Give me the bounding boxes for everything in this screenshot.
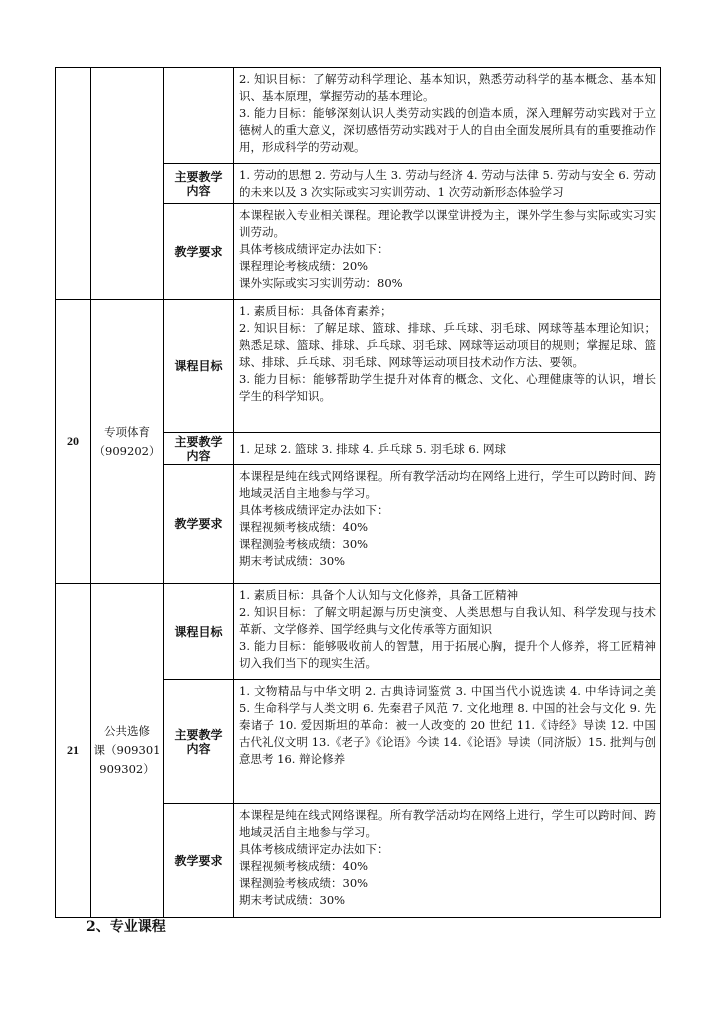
course-table: [55, 67, 661, 918]
requirement-line: 期末考试成绩：30%: [239, 554, 346, 568]
course-name: 专项体育: [104, 424, 150, 439]
main-content: [234, 433, 661, 465]
objective-line: 3. 能力目标：能够深刻认识人类劳动实践的创造本质，深入理解劳动实践对于立德树人的重大意义，深切感悟劳动实践对于人的自由全面发展所具有的重要推动作用，形成科学的劳动观。: [239, 106, 656, 154]
requirement-line: 课程测验考核成绩：30%: [239, 876, 369, 890]
main-content: [234, 680, 661, 804]
objectives-content: [234, 300, 661, 433]
content-label-cell: [164, 680, 234, 804]
requirements-label: 教学要求: [174, 853, 223, 868]
requirement-line: 课程视频考核成绩：40%: [239, 859, 369, 873]
objectives-content: [234, 68, 661, 164]
course-code: （909202）: [93, 443, 161, 458]
requirement-line: 本课程嵌入专业相关课程。理论教学以课堂讲授为主，课外学生参与实际或实习实训劳动。: [239, 208, 656, 239]
requirement-line: 课程测验考核成绩：30%: [239, 537, 369, 551]
requirements-content: [234, 204, 661, 300]
requirements-label-cell: [164, 204, 234, 300]
objective-line: 2. 知识目标：了解劳动科学理论、基本知识，熟悉劳动科学的基本概念、基本知识、基本原理，掌握劳动的基本理论。: [239, 72, 656, 103]
requirements-label: 教学要求: [174, 517, 223, 531]
content-label-cell: [164, 433, 234, 465]
objective-line: 1. 素质目标：具备个人认知与文化修养，具备工匠精神: [239, 588, 519, 602]
objectives-label: 课程目标: [174, 624, 223, 639]
course-number-cell: [56, 68, 91, 300]
requirements-label-cell: [164, 465, 234, 584]
content-line: 1. 劳动的思想 2. 劳动与人生 3. 劳动与经济 4. 劳动与法律 5. 劳动与安全 6. 劳动的未来以及 3 次实际或实习实训劳动、1 次劳动新形态体验学习: [239, 168, 656, 199]
objective-line: 2. 知识目标：了解足球、篮球、排球、乒乓球、羽毛球、网球等基本理论知识；熟悉足球、篮球、排球、乒乓球、羽毛球、网球等运动项目的规则；掌握足球、篮球、排球、乒乓球、羽毛球、网球等运动项目技术动作方法、要领。: [239, 321, 656, 369]
course-name-cell: [91, 68, 164, 300]
objective-line: 1. 素质目标：具备体育素养；: [239, 304, 392, 318]
course-code: 909302）: [99, 762, 155, 776]
content-label: 内容: [186, 741, 211, 756]
requirements-content: [234, 804, 661, 918]
course-number: 20: [67, 434, 79, 448]
requirement-line: 本课程是纯在线式网络课程。所有教学活动均在网络上进行，学生可以跨时间、跨地域灵活自主地参与学习。: [239, 469, 656, 500]
requirement-line: 课程理论考核成绩：20%: [239, 259, 369, 273]
table-row: [56, 68, 661, 164]
objective-line: 3. 能力目标：能够吸收前人的智慧，用于拓展心胸，提升个人修养，将工匠精神切入我们当下的现实生活。: [239, 639, 656, 670]
objective-line: 3. 能力目标：能够帮助学生提升对体育的概念、文化、心理健康等的认识，增长学生的科学知识。: [239, 372, 656, 403]
content-line: 1. 文物精品与中华文明 2. 古典诗词鉴赏 3. 中国当代小说选读 4. 中华诗词之美 5. 生命科学与人类文明 6. 先秦君子风范 7. 文化地理 8. 中国的社会与文化 9. 先秦诸子 10. 爱因斯坦的革命：被一人改变的 20 世纪 11.《诗经》导读 12. 中国古代礼仪文明 13.《老子》《论语》今读 14.《论语》导读（同济版）15. 批判与创意思考 16. 辩论修养: [239, 684, 656, 766]
requirement-line: 具体考核成绩评定办法如下：: [239, 503, 389, 517]
requirements-label: 教学要求: [174, 244, 223, 259]
objectives-label-cell: [164, 68, 234, 164]
course-number-cell: [56, 584, 91, 918]
section-heading: 2、专业课程: [86, 919, 166, 935]
requirement-line: 期末考试成绩：30%: [239, 893, 346, 907]
requirement-line: 课外实际或实习实训劳动：80%: [239, 276, 403, 290]
content-label-cell: [164, 164, 234, 204]
content-label: 内容: [186, 183, 211, 198]
requirement-line: 具体考核成绩评定办法如下：: [239, 842, 389, 856]
main-content: [234, 164, 661, 204]
content-label: 主要教学: [174, 727, 223, 742]
requirement-line: 课程视频考核成绩：40%: [239, 520, 369, 534]
course-name-cell: [91, 584, 164, 918]
course-number-cell: [56, 300, 91, 584]
content-label: 内容: [186, 448, 211, 463]
table-row: [56, 584, 661, 680]
course-name-cell: [91, 300, 164, 584]
course-name: 公共选修: [104, 724, 150, 738]
requirement-line: 本课程是纯在线式网络课程。所有教学活动均在网络上进行，学生可以跨时间、跨地域灵活自主地参与学习。: [239, 808, 656, 839]
objectives-label-cell: [164, 584, 234, 680]
objectives-label-cell: [164, 300, 234, 433]
table-row: [56, 300, 661, 433]
course-code: 课（909301: [93, 743, 161, 757]
requirements-label-cell: [164, 804, 234, 918]
objectives-label: 课程目标: [174, 359, 223, 373]
content-line: 1. 足球 2. 篮球 3. 排球 4. 乒乓球 5. 羽毛球 6. 网球: [239, 442, 507, 456]
requirement-line: 具体考核成绩评定办法如下：: [239, 242, 389, 256]
requirements-content: [234, 465, 661, 584]
content-label: 主要教学: [174, 434, 223, 449]
objective-line: 2. 知识目标：了解文明起源与历史演变、人类思想与自我认知、科学发现与技术革新、文学修养、国学经典与文化传承等方面知识: [239, 605, 656, 636]
course-number: 21: [67, 743, 79, 757]
objectives-content: [234, 584, 661, 680]
content-label: 主要教学: [174, 169, 223, 184]
